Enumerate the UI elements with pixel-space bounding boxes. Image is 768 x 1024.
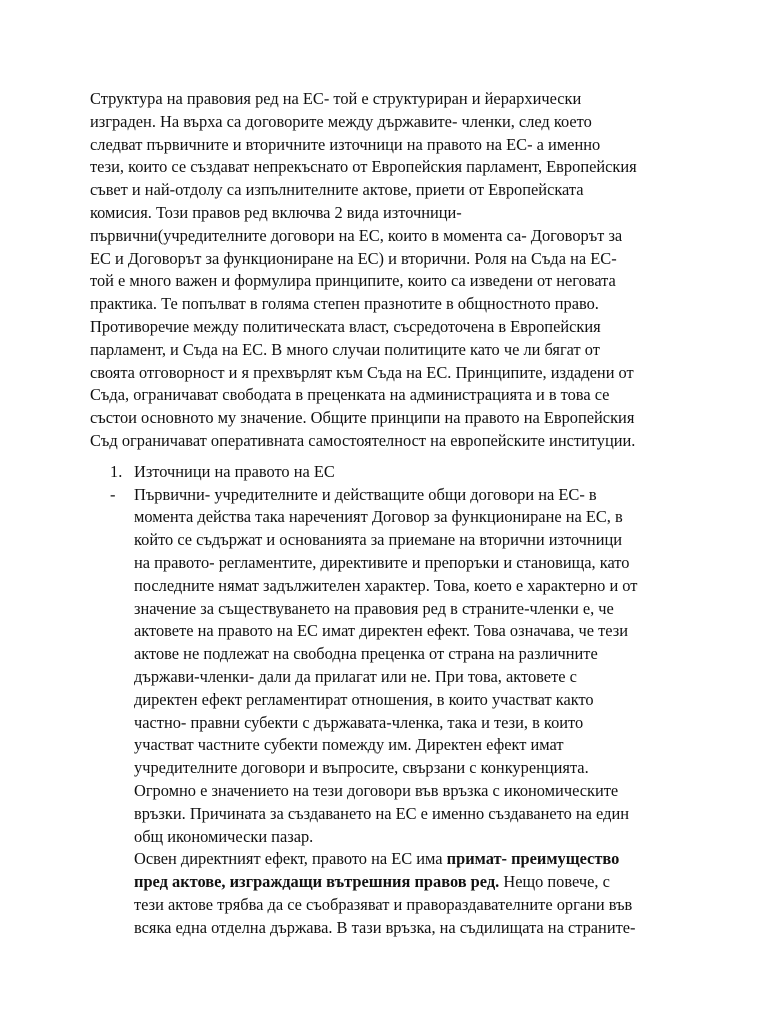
list-number: 1. [110, 461, 123, 481]
primacy-text: Нещо повече, с [499, 872, 610, 892]
text-line: тези, които се създават непрекъснато от Европейския парламент, Европейския [90, 157, 637, 177]
text-line: значение за съществуването на правовия ред в страните-членки е, че [134, 598, 614, 618]
text-line: учредителните договори и въпросите, свързани с конкуренцията. [134, 758, 589, 778]
text-line: участват частните субекти помежду им. Директен ефект имат [134, 735, 564, 755]
primacy-line-2 [134, 871, 690, 894]
intro-paragraph [90, 88, 690, 453]
text-line: изграден. На върха са договорите между държавите- членки, след което [90, 111, 592, 131]
document-page [90, 88, 690, 939]
text-line: Съда, ограничават свободата в преценката на администрацията и в това се [90, 385, 610, 405]
text-line: общ икономически пазар. [134, 826, 314, 846]
list-item-text: Източници на правото на ЕС [134, 461, 335, 481]
text-line: Противоречие между политическата власт, съсредоточена в Европейския [90, 316, 601, 336]
text-line: който се съдържат и основанията за приемане на вторични източници [134, 530, 623, 550]
list-dash: - [110, 484, 116, 504]
text-line: своята отговорност и я прехвърлят към Съда на ЕС. Принципите, издадени от [90, 362, 634, 382]
text-line: актовете на правото на ЕС имат директен ефект. Това означава, че тези [134, 621, 628, 641]
text-line: момента действа така нареченият Договор за функциониране на ЕС, в [134, 507, 623, 527]
text-line: ЕС и Договорът за функциониране на ЕС) и вторични. Роля на Съда на ЕС- [90, 248, 617, 268]
text-line: той е много важен и формулира принципите, които са изведени от неговата [90, 271, 616, 291]
text-line: частно- правни субекти с държавата-членка, така и тези, в които [134, 712, 584, 732]
text-line: състои основното му значение. Общите принципи на правото на Европейския [90, 408, 635, 428]
sources-list [90, 461, 690, 940]
primacy-bold-text: пред актове, изграждащи вътрешния правов ред. [134, 872, 500, 892]
text-line: актове не подлежат на свободна преценка от страна на различните [134, 644, 598, 664]
primacy-text: Освен директният ефект, правото на ЕС има [134, 849, 447, 869]
text-line: парламент, и Съда на ЕС. В много случаи политиците като че ли бягат от [90, 339, 600, 359]
primacy-line-1 [134, 848, 690, 871]
dash-item-continuation [90, 506, 690, 939]
text-line: всяка една отделна държава. В тази връзка, на съдилищата на страните- [134, 917, 636, 937]
text-line: връзки. Причината за създаването на ЕС е именно създаването на един [134, 803, 629, 823]
numbered-list-item [90, 461, 690, 484]
text-line: Първични- учредителните и действащите общи договори на ЕС- в [134, 484, 597, 504]
text-line: Огромно е значението на тези договори във връзка с икономическите [134, 780, 619, 800]
text-line: последните нямат задължителен характер. Това, което е характерно и от [134, 575, 638, 595]
text-line: практика. Те попълват в голяма степен празнотите в общностното право. [90, 294, 599, 314]
text-line: следват първичните и вторичните източници на правото на ЕС- а именно [90, 134, 601, 154]
dash-list-item [90, 484, 690, 507]
text-line: на правото- регламентите, директивите и препоръки и становища, като [134, 552, 630, 572]
text-line: комисия. Този правов ред включва 2 вида източници- [90, 202, 462, 222]
text-line: държави-членки- дали да прилагат или не. При това, актовете с [134, 666, 577, 686]
text-line: първични(учредителните договори на ЕС, които в момента са- Договорът за [90, 225, 623, 245]
text-line: Съд ограничават оперативната самостоятелност на европейските институции. [90, 430, 636, 450]
text-line: тези актове трябва да се съобразяват и правораздавателните органи във [134, 894, 633, 914]
primacy-bold-text: примат- преимущество [446, 849, 620, 869]
text-line: директен ефект регламентират отношения, в които участват както [134, 689, 594, 709]
text-line: Структура на правовия ред на ЕС- той е структуриран и йерархически [90, 89, 582, 108]
text-line: съвет и най-отдолу са изпълнителните актове, приети от Европейската [90, 180, 584, 200]
